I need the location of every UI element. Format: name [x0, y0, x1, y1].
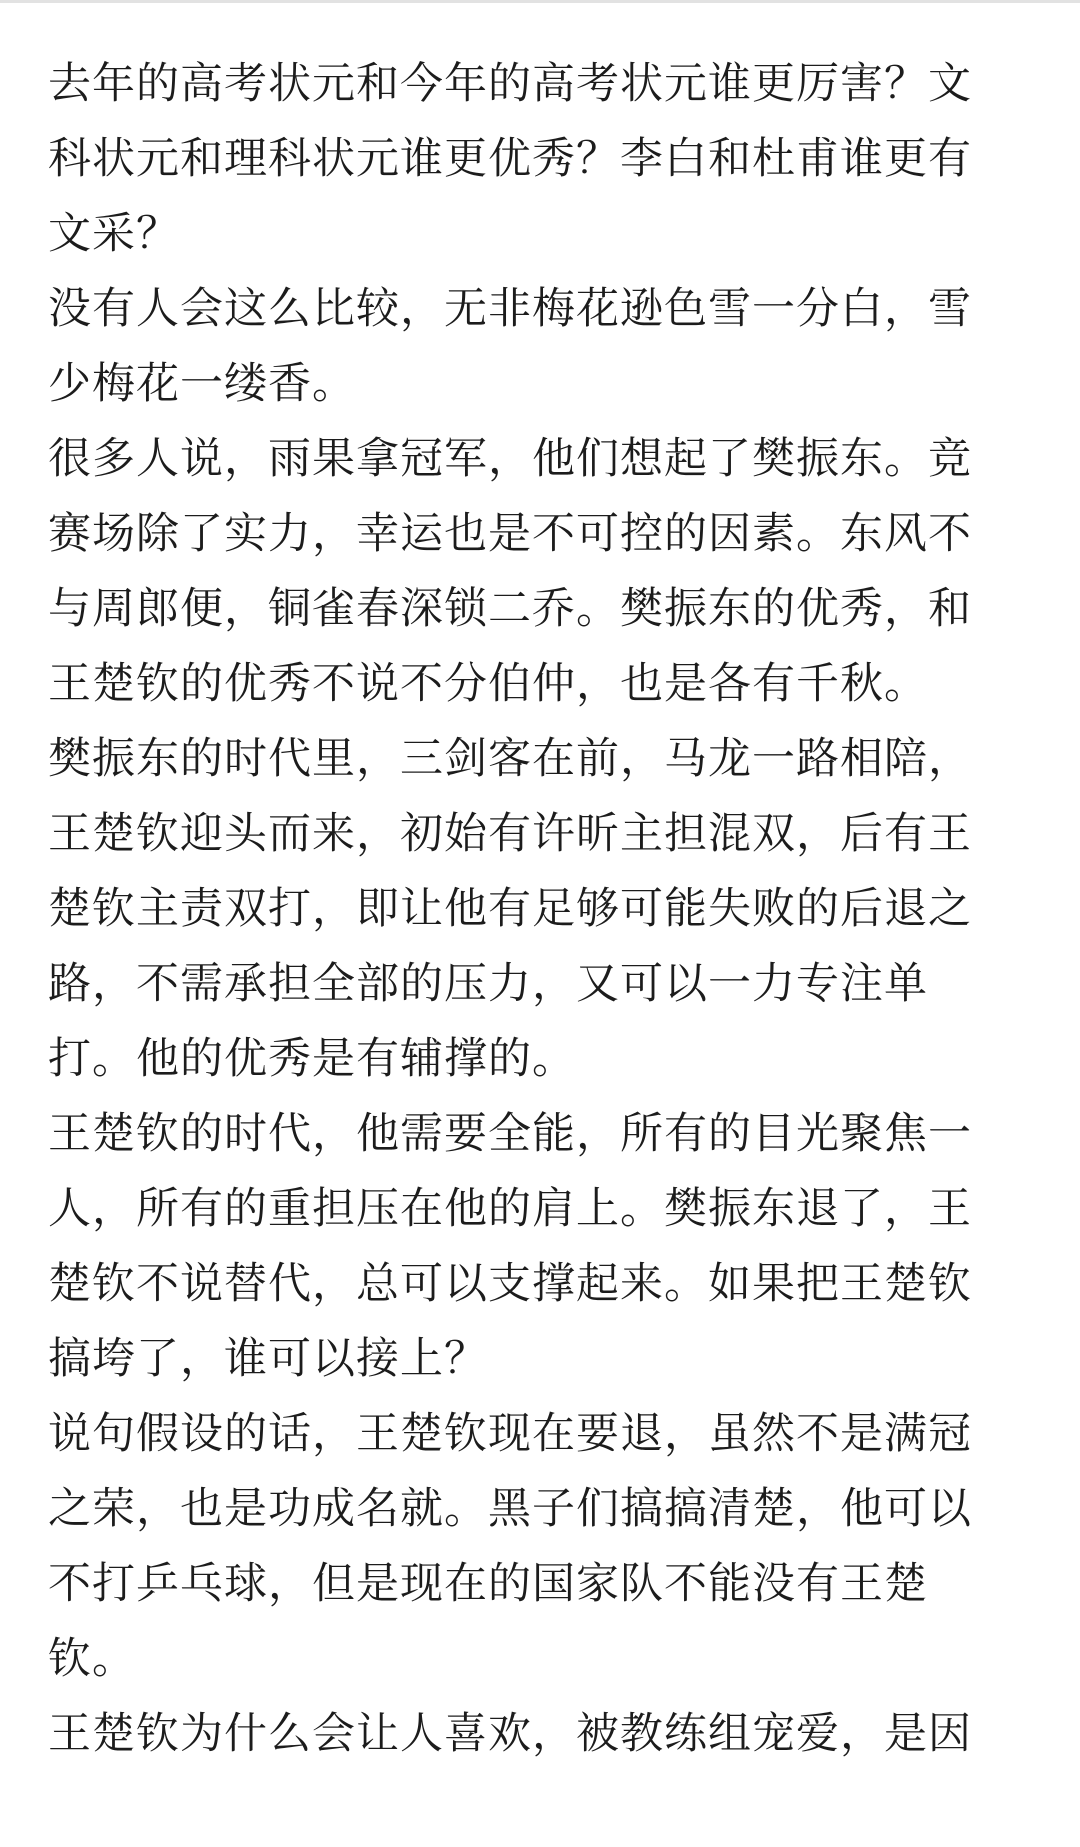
article-body: [48, 47, 998, 1847]
paragraph-2: 没有人会这么比较，无非梅花逊色雪一分白，雪少梅花一缕香。: [48, 284, 972, 409]
paragraph-1: 去年的高考状元和今年的高考状元谁更厉害？文科状元和理科状元谁更优秀？李白和杜甫谁更有文采？: [48, 59, 972, 259]
top-divider: [0, 0, 1080, 3]
paragraph-5: 王楚钦的时代，他需要全能，所有的目光聚焦一人，所有的重担压在他的肩上。樊振东退了，王楚钦不说替代，总可以支撑起来。如果把王楚钦搞垮了，谁可以接上？: [48, 1109, 972, 1384]
paragraph-7: 王楚钦为什么会让人喜欢，被教练组宠爱，是因: [48, 1709, 972, 1759]
paragraph-4: 樊振东的时代里，三剑客在前，马龙一路相陪，王楚钦迎头而来，初始有许昕主担混双，后有王楚钦主责双打，即让他有足够可能失败的后退之路，不需承担全部的压力，又可以一力专注单打。他的优秀是有辅撑的。: [48, 734, 972, 1084]
paragraph-3: 很多人说，雨果拿冠军，他们想起了樊振东。竞赛场除了实力，幸运也是不可控的因素。东风不与周郎便，铜雀春深锁二乔。樊振东的优秀，和王楚钦的优秀不说不分伯仲，也是各有千秋。: [48, 434, 972, 709]
paragraph-6: 说句假设的话，王楚钦现在要退，虽然不是满冠之荣，也是功成名就。黑子们搞搞清楚，他可以不打乒乓球，但是现在的国家队不能没有王楚钦。: [48, 1409, 972, 1684]
